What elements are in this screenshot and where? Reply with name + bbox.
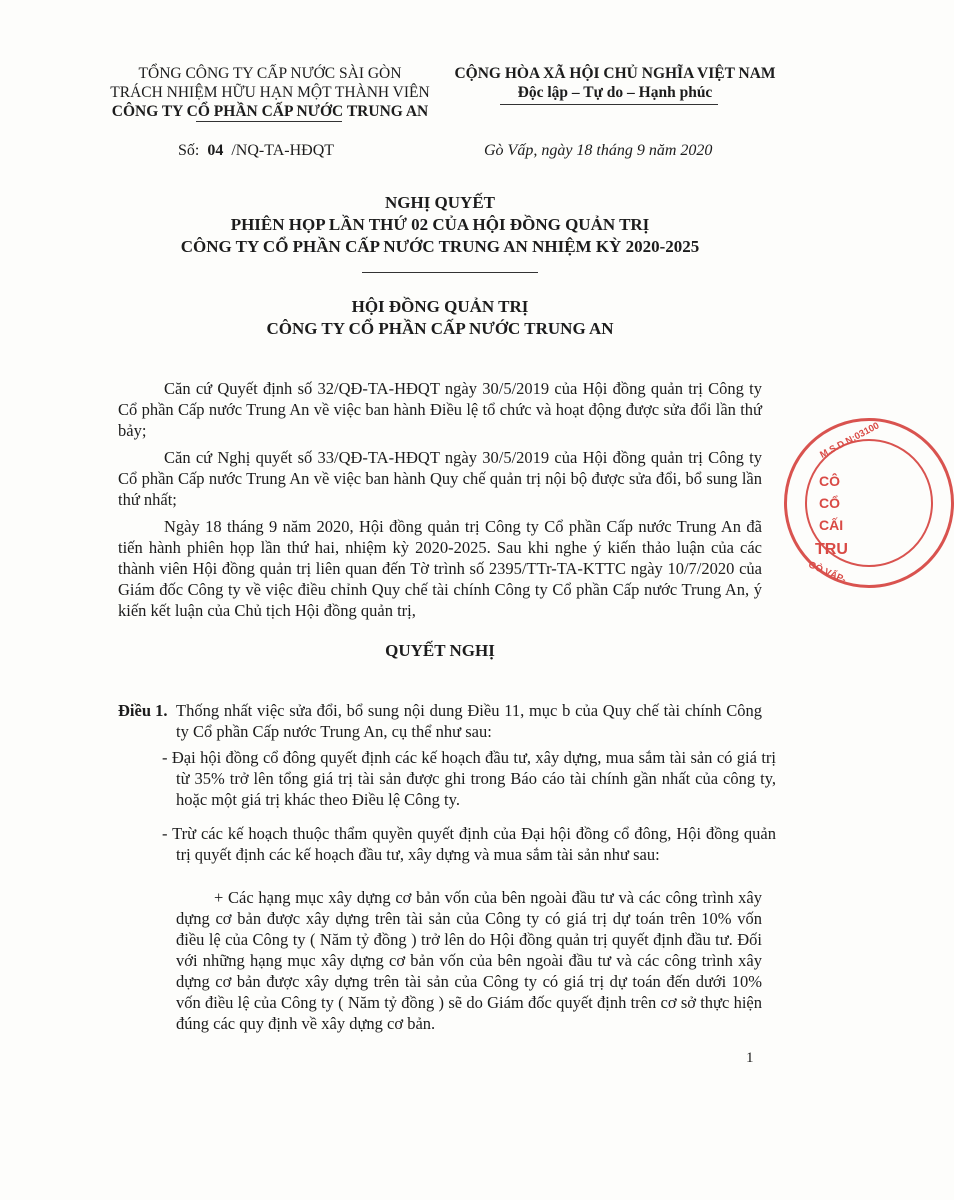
- motto-underline: [500, 104, 718, 105]
- document-number: [178, 142, 334, 160]
- parent-org-line1: TỔNG CÔNG TY CẤP NƯỚC SÀI GÒN: [138, 65, 402, 82]
- resolution-heading: QUYẾT NGHỊ: [385, 641, 495, 660]
- page-number: 1: [746, 1050, 754, 1066]
- preamble-paragraph-3: Ngày 18 tháng 9 năm 2020, Hội đồng quản trị Công ty Cổ phần Cấp nước Trung An đã tiến hành phiên họp lần thứ hai, nhiệm kỳ 2020-2025. Sau khi nghe ý kiến thảo luận của các thành viên Hội đồng quản trị liên quan đến Tờ trình số 2395/TTr-TA-KTTC ngày 10/7/2020 của Giám đốc Công ty về việc điều chỉnh Quy chế tài chính Công ty Cổ phần Cấp nước Trung An, ý kiến kết luận của Chủ tịch Hội đồng quản trị,: [118, 517, 762, 620]
- place-date: Gò Vấp, ngày 18 tháng 9 năm 2020: [484, 142, 713, 159]
- issuer-line1: HỘI ĐỒNG QUẢN TRỊ: [351, 297, 529, 316]
- seal-text-3: CẤI: [819, 517, 844, 533]
- article1-label: Điều 1.: [118, 701, 168, 720]
- nation-name: CỘNG HÒA XÃ HỘI CHỦ NGHĨA VIỆT NAM: [454, 65, 776, 82]
- parent-org-line2: TRÁCH NHIỆM HỮU HẠN MỘT THÀNH VIÊN: [110, 84, 430, 101]
- seal-text-2: CỔ: [819, 495, 840, 511]
- seal-text-4: TRU: [815, 541, 848, 558]
- seal-ring-text: M.S.D.N:03100: [818, 420, 882, 461]
- article1-bullet-1: - Đại hội đồng cổ đông quyết định các kế hoạch đầu tư, xây dựng, mua sắm tài sản có giá trị từ 35% trở lên tổng giá trị tài sản được ghi trong Báo cáo tài chính gần nhất của công ty, hoặc một giá trị khác theo Điều lệ Công ty.: [162, 748, 776, 809]
- company-seal-stamp: [784, 418, 954, 588]
- title-line1: NGHỊ QUYẾT: [384, 193, 496, 212]
- document-title: [100, 192, 780, 258]
- seal-ring-bottom-text: GÒ VẤP-: [806, 559, 848, 586]
- org-header: [100, 64, 440, 121]
- article1-bullet-2: - Trừ các kế hoạch thuộc thẩm quyền quyết định của Đại hội đồng cổ đông, Hội đồng quản trị quyết định các kế hoạch đầu tư, xây dựng và mua sắm tài sản như sau:: [162, 824, 776, 864]
- seal-text-1: CÔ: [819, 473, 840, 489]
- org-underline: [196, 121, 342, 122]
- preamble-paragraph-2: Căn cứ Nghị quyết số 33/QĐ-TA-HĐQT ngày 30/5/2019 của Hội đồng quản trị Công ty Cổ phần Cấp nước Trung An về việc ban hành Quy chế quản trị nội bộ được sửa đổi, bổ sung lần thứ nhất;: [118, 448, 762, 509]
- title-line3: CÔNG TY CỔ PHẦN CẤP NƯỚC TRUNG AN NHIỆM KỲ 2020-2025: [180, 237, 700, 256]
- title-underline: [362, 272, 538, 273]
- article1-intro: Thống nhất việc sửa đổi, bổ sung nội dung Điều 11, mục b của Quy chế tài chính Công ty Cổ phần Cấp nước Trung An, cụ thể như sau:: [176, 701, 762, 741]
- issuer-line2: CÔNG TY CỔ PHẦN CẤP NƯỚC TRUNG AN: [266, 319, 614, 338]
- nation-header: [440, 64, 790, 102]
- number-suffix: /NQ-TA-HĐQT: [231, 142, 335, 159]
- number-value: 04: [207, 142, 224, 159]
- issuer-block: [100, 296, 780, 340]
- company-name: CÔNG TY CỔ PHẦN CẤP NƯỚC TRUNG AN: [111, 103, 429, 120]
- number-prefix: Số:: [178, 142, 200, 159]
- article1-plus-item: + Các hạng mục xây dựng cơ bản vốn của bên ngoài đầu tư và các công trình xây dựng cơ bản được xây dựng trên tài sản của Công ty có giá trị dự toán trên 10% vốn điều lệ của Công ty ( Năm tỷ đồng ) trở lên do Hội đồng quản trị quyết định đầu tư. Đối với những hạng mục xây dựng cơ bản vốn của bên ngoài đầu tư và các công trình xây dựng cơ bản được xây dựng trên tài sản của Công ty có giá trị dự toán đến dưới 10% vốn điều lệ của Công ty ( Năm tỷ đồng ) sẽ do Giám đốc quyết định trên cơ sở thực hiện đúng các quy định về xây dựng cơ bản.: [176, 888, 762, 1033]
- title-line2: PHIÊN HỌP LẦN THỨ 02 CỦA HỘI ĐỒNG QUẢN TRỊ: [230, 215, 650, 234]
- nation-motto: Độc lập – Tự do – Hạnh phúc: [517, 84, 713, 101]
- preamble-paragraph-1: Căn cứ Quyết định số 32/QĐ-TA-HĐQT ngày 30/5/2019 của Hội đồng quản trị Công ty Cổ phần Cấp nước Trung An về việc ban hành Điều lệ tổ chức và hoạt động được sửa đổi lần thứ bảy;: [118, 379, 762, 440]
